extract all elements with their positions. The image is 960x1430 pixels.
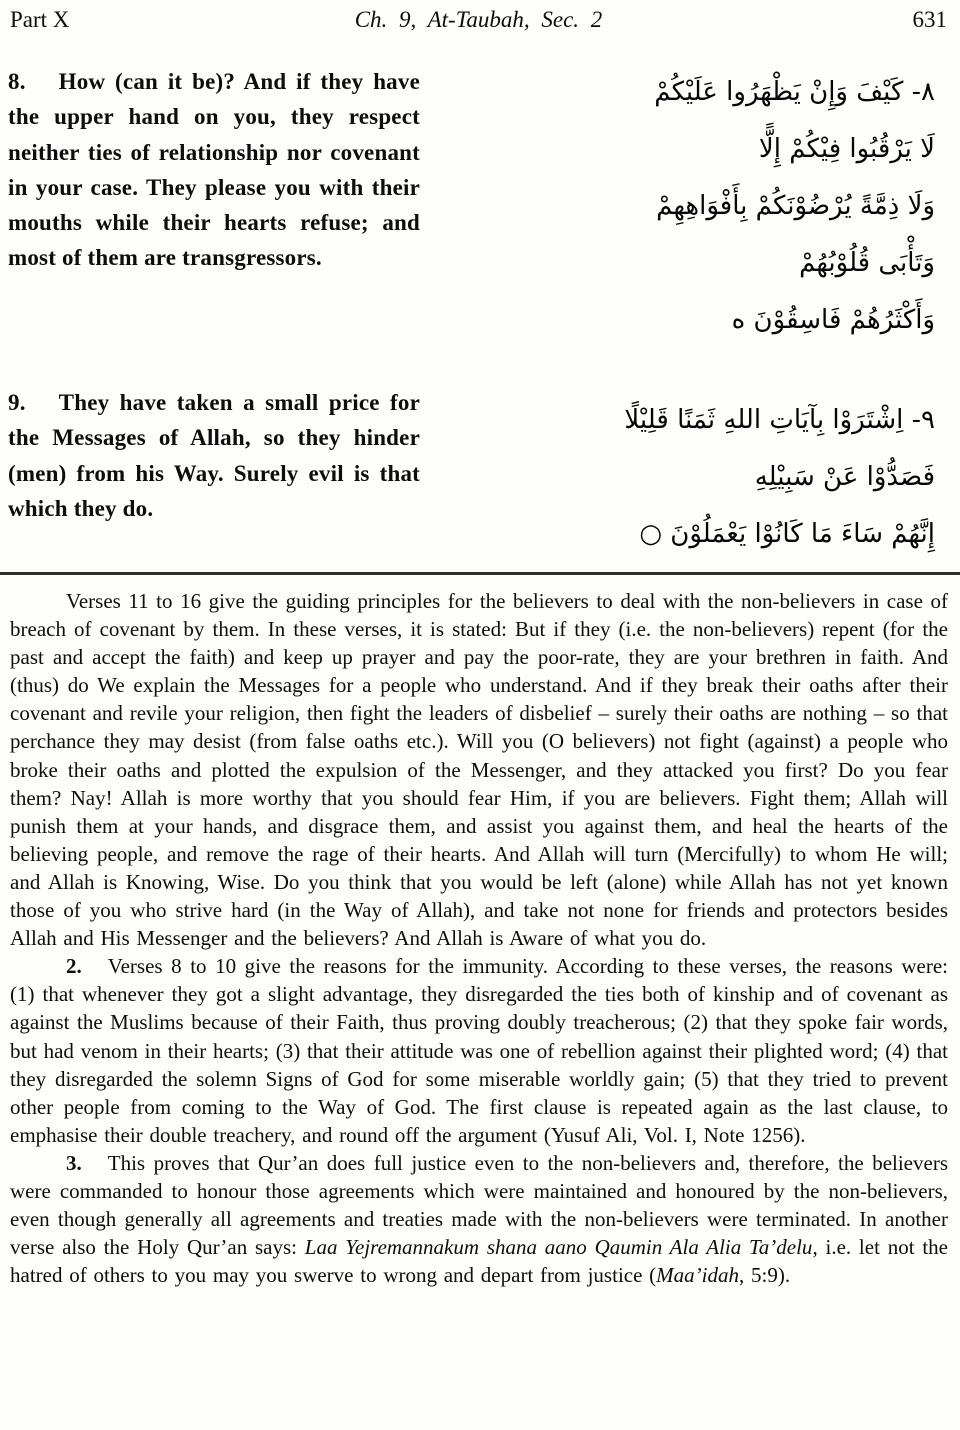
footnote-3-transliteration: Laa Yejremannakum shana aano Qaumin Ala Alia Ta’delu <box>304 1235 813 1260</box>
section-divider <box>0 572 960 575</box>
arabic-line: وَأَكْثَرُهُمْ فَاسِقُوْنَ ه <box>731 305 935 335</box>
footnote-3-text-end: , 5:9). <box>739 1263 791 1288</box>
arabic-line: وَلَا ذِمَّةً يُرْضُوْنَكُمْ بِأَفْوَاهِهِمْ <box>656 191 935 221</box>
commentary-section <box>10 587 948 1289</box>
part-label: Part X <box>10 7 70 32</box>
arabic-line: ٩- اِشْتَرَوْا بِآيَاتِ اللهِ ثَمَنًا قَلِيْلًا <box>624 405 935 435</box>
verse-8-translation: How (can it be)? And if they have the upper hand on you, they respect neither ties of relationship nor covenant in your case. They please you with their mouths while their hearts refuse; and most of them are transgressors. <box>8 69 420 271</box>
footnote-3-text-mid: , i.e. let not the hatred of others to you may you swerve to wrong and depart from justice ( <box>10 1235 948 1288</box>
arabic-line: وَتَأْبَى قُلُوْبُهُمْ <box>799 248 935 278</box>
page-header <box>10 7 947 39</box>
footnote-3 <box>10 1149 948 1289</box>
arabic-line: إِنَّهُمْ سَاءَ مَا كَانُوْا يَعْمَلُوْنَ ○ <box>639 519 935 549</box>
footnote-2-text: Verses 8 to 10 give the reasons for the immunity. According to these verses, the reasons were: (1) that whenever they got a slight advantage, they disregarded the ties both of kinship and of covenant as against the Muslims because of their Faith, thus proving doubly treacherous; (2) that they spoke fair words, but had venom in their hearts; (3) that their attitude was one of rebellion against their plighted word; (4) that they disregarded the solemn Signs of God for some miserable worldly gain; (5) that they tried to prevent other people from coming to the Way of God. The first clause is repeated again as the last clause, to emphasise their double treachery, and round off the argument (Yusuf Ali, Vol. I, Note 1256). <box>10 954 948 1147</box>
footnote-2-number: 2. <box>66 954 82 979</box>
footnote-1-text: Verses 11 to 16 give the guiding principles for the believers to deal with the non-believers in case of breach of covenant by them. In these verses, it is stated: But if they (i.e. the non-believers) repent (for the past and accept the faith) and keep up prayer and pay the poor-rate, they are your brethren in faith. And (thus) do We explain the Messages for a people who understand. And if they break their oaths after their covenant and revile your religion, then fight the leaders of disbelief – surely their oaths are nothing – so that perchance they may desist (from false oaths etc.). Will you (O believers) not fight (against) a people who broke their oaths and plotted the expulsion of the Messenger, and they attacked you first? Do you fear them? Nay! Allah is more worthy that you should fear Him, if you are believers. Fight them; Allah will punish them at your hands, and disgrace them, and assist you against them, and heal the hearts of the believing people, and remove the rage of their hearts. And Allah will turn (Mercifully) to whom He will; and Allah is Knowing, Wise. Do you think that you would be left (alone) while Allah has not yet known those of you who strive hard (in the Way of Allah), and take not none for friends and protectors besides Allah and His Messenger and the believers? And Allah is Aware of what you do. <box>10 589 948 951</box>
arabic-line: فَصَدُّوْا عَنْ سَبِيْلِهِ <box>754 462 935 492</box>
page-number: 631 <box>912 7 947 32</box>
verse-9-english <box>8 385 420 526</box>
footnote-3-number: 3. <box>66 1150 82 1175</box>
footnote-2 <box>10 952 948 1149</box>
verse-9-translation: They have taken a small price for the Messages of Allah, so they hinder (men) from his Way. Surely evil is that which they do. <box>8 390 420 521</box>
chapter-title: Ch. 9, At-Taubah, Sec. 2 <box>354 7 603 32</box>
footnote-3-surah-reference: Maa’idah <box>656 1263 739 1288</box>
verse-9-number: 9. <box>8 390 26 415</box>
verse-9-arabic <box>470 392 935 563</box>
footnote-1 <box>10 587 948 952</box>
verse-8-english <box>8 64 420 276</box>
verse-8-arabic <box>470 64 935 349</box>
footnote-3-text: This proves that Qur’an does full justice even to the non-believers and, therefore, the believers were commanded to honour those agreements which were maintained and honoured by the non-believers, even though generally all agreements and treaties made with the non-believers were terminated. In another verse also the Holy Qur’an says: <box>10 1150 948 1260</box>
verse-8-number: 8. <box>8 69 26 94</box>
arabic-line: لَا يَرْقُبُوا فِيْكُمْ إِلًّا <box>758 134 935 164</box>
arabic-line: ٨- كَيْفَ وَإِنْ يَظْهَرُوا عَلَيْكُمْ <box>654 77 935 107</box>
